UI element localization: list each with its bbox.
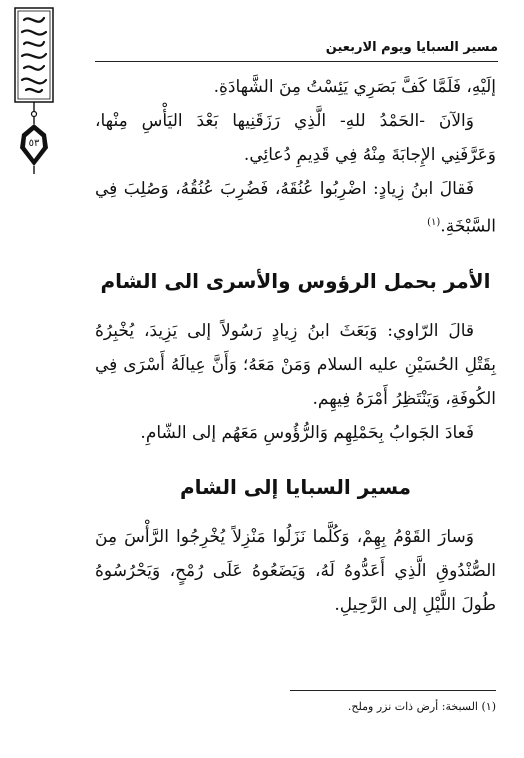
paragraph-3 <box>95 172 496 244</box>
running-header: مسير السبايا ويوم الاربعين <box>95 40 498 62</box>
paragraph-1: إلَيْهِ، فَلَمَّا كَفَّ بَصَرِي يَئِسْتُ مِنَ الشَّهادَةِ. <box>213 77 496 97</box>
page-number: ٥٣ <box>28 138 40 149</box>
page-content <box>95 70 496 622</box>
page-ornament <box>12 6 56 176</box>
paragraph-3-text: فَقالَ ابنُ زِيادٍ: اضْرِبُوا عُنُقَهُ، فَضُرِبَ عُنُقُهُ، وَصُلِبَ فِي السَّبْخَةِ. <box>95 179 496 237</box>
section-heading-1: الأمر بحمل الرؤوس والأسرى الى الشام <box>100 268 491 293</box>
paragraph-4: قالَ الرّاوي: وَبَعَثَ ابنُ زِيادٍ رَسُولاً إلى يَزِيدَ، يُخْبِرُهُ بِقَتْلِ الحُسَيْنِ عليه السلام وَمَنْ مَعَهُ؛ وَأَنَّ عِيالَهُ أَسْرَى فِي الكُوفَةِ، وَيَنْتَظِرُ أَمْرَهُ فِيهِم. <box>95 320 496 409</box>
paragraph-2: وَالآنَ -الحَمْدُ للهِ- الَّذِي رَزَقَنِيها بَعْدَ اليَأْسِ مِنْها، وَعَرَّفَنِي الإِجابَةَ مِنْهُ فِي قَدِيمِ دُعائِي. <box>95 111 496 165</box>
footnote-marker: (١) <box>427 217 441 228</box>
paragraph-6: وَسارَ القَوْمُ بِهِمْ، وَكُلَّما نَزَلُوا مَنْزِلاً يُخْرِجُوا الرَّأْسَ مِنَ الصُّنْدُوقِ الَّذِي أَعَدُّوهُ لَهُ، وَيَضَعُوهُ عَلَى رُمْحٍ، وَيَحْرُسُوهُ طُولَ اللَّيْلِ إلى الرَّحِيلِ. <box>95 526 496 615</box>
footnote: (١) السبخة: أرض ذات نزر وملح. <box>347 700 496 713</box>
calligraphy-ornament-icon <box>12 6 56 176</box>
section-heading-2: مسير السبايا إلى الشام <box>179 474 412 499</box>
footnote-divider <box>290 690 496 691</box>
paragraph-5: فَعادَ الجَوابُ بِحَمْلِهِم وَالرُّؤُوسِ مَعَهُم إلى الشّامِ. <box>140 422 474 443</box>
